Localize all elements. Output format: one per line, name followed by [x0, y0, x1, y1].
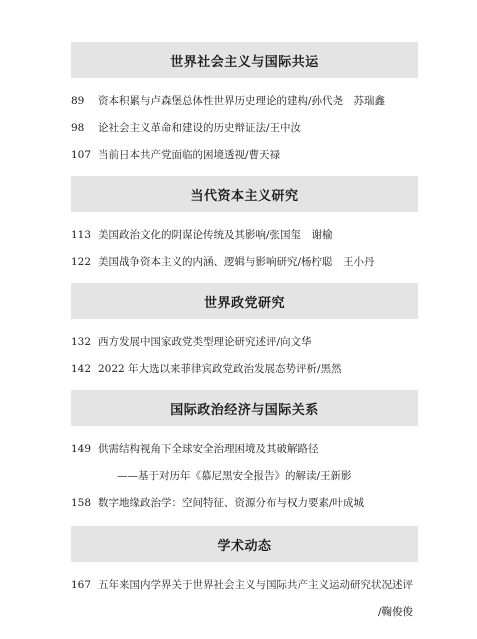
section-header: 国际政治经济与国际关系	[71, 390, 418, 426]
page-number: 158	[71, 497, 92, 509]
page-number: 132	[71, 336, 92, 348]
entry-author: /鞠俊俊	[377, 606, 413, 618]
entry-text: 资本积累与卢森堡总体性世界历史理论的建构/孙代尧 苏瑞鑫	[98, 95, 386, 107]
page-number: 89	[71, 95, 85, 107]
toc-entry[interactable]	[71, 442, 431, 456]
toc-entry[interactable]	[71, 496, 431, 510]
page-number: 107	[71, 149, 92, 161]
page-number: 98	[71, 122, 85, 134]
toc-entry[interactable]	[71, 578, 431, 592]
page-number: 167	[71, 579, 92, 591]
page-number: 149	[71, 443, 92, 455]
toc-entry[interactable]	[71, 121, 431, 135]
page-number: 113	[71, 229, 92, 241]
entry-text: 当前日本共产党面临的困境透视/曹天禄	[98, 149, 281, 161]
toc-entry[interactable]	[71, 335, 431, 349]
entry-text: 论社会主义革命和建设的历史辩证法/王中汝	[98, 122, 302, 134]
entry-text: 供需结构视角下全球安全治理困境及其破解路径	[98, 443, 319, 455]
toc-entry[interactable]	[71, 148, 431, 162]
entry-text: 数字地缘政治学：空间特征、资源分布与权力要素/叶成城	[98, 497, 365, 509]
toc-entry[interactable]	[71, 228, 431, 242]
section-header: 当代资本主义研究	[71, 176, 418, 212]
entry-text: 美国政治文化的阴谋论传统及其影响/张国玺 谢榆	[98, 229, 333, 241]
entry-text: 西方发展中国家政党类型理论研究述评/向文华	[98, 336, 312, 348]
toc-entry[interactable]	[71, 362, 431, 376]
entry-text: 美国战争资本主义的内涵、逻辑与影响研究/杨柠聪 王小丹	[98, 256, 375, 268]
section-header: 学术动态	[71, 526, 418, 562]
entry-subtitle: ——基于对历年《慕尼黑安全报告》的解读/王新影	[117, 470, 352, 482]
entry-text: 2022 年大选以来菲律宾政党政治发展态势评析/黑然	[98, 363, 342, 375]
section-header: 世界社会主义与国际共运	[71, 42, 418, 78]
page-number: 142	[71, 363, 92, 375]
toc-entry[interactable]	[71, 94, 431, 108]
section-header: 世界政党研究	[71, 283, 418, 319]
entry-text: 五年来国内学界关于世界社会主义与国际共产主义运动研究状况述评	[98, 579, 413, 591]
page-number: 122	[71, 256, 92, 268]
toc-entry[interactable]	[71, 255, 431, 269]
